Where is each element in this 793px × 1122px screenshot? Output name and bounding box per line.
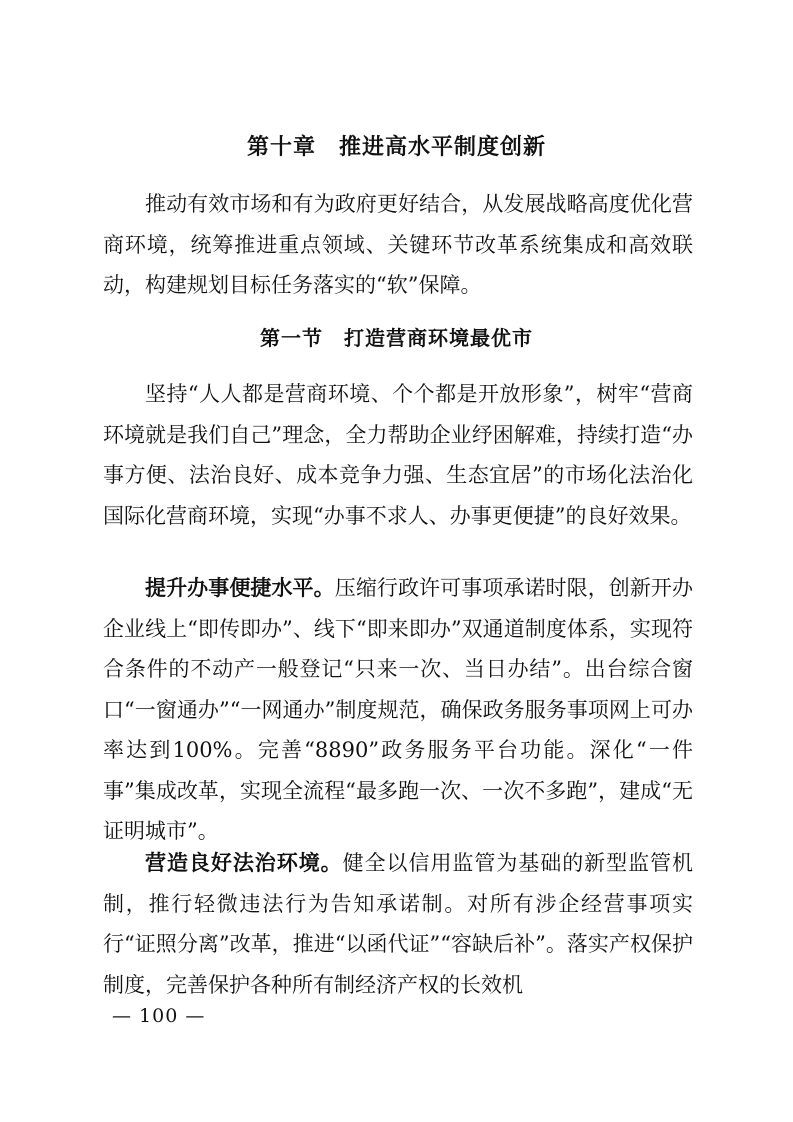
item-paragraph-rule-of-law bbox=[103, 843, 693, 1005]
item-lead-rule-of-law: 营造良好法治环境。 bbox=[145, 851, 343, 875]
item-text-convenience: 压缩行政许可事项承诺时限，创新开办企业线上“即传即办”、线下“即来即办”双通道制度体系，实现符合条件的不动产一般登记“只来一次、当日办结”。出台综合窗口“一窗通办”“一网通办”制度规范，确保政务服务事项网上可办率达到100%。完善“8890”政务服务平台功能。深化“一件事”集成改革，实现全流程“最多跑一次、一次不多跑”，建成“无证明城市”。 bbox=[103, 576, 694, 843]
section-title: 第一节 打造营商环境最优市 bbox=[260, 326, 533, 350]
chapter-title: 第十章 推进高水平制度创新 bbox=[246, 135, 546, 160]
chapter-intro-paragraph: 推动有效市场和有为政府更好结合，从发展战略高度优化营商环境，统筹推进重点领域、关键环节改革系统集成和高效联动，构建规划目标任务落实的“软”保障。 bbox=[103, 192, 693, 297]
item-paragraph-convenience bbox=[103, 568, 693, 852]
item-text-rule-of-law: 健全以信用监管为基础的新型监管机制，推行轻微违法行为告知承诺制。对所有涉企经营事项实行“证照分离”改革，推进“以函代证”“容缺后补”。落实产权保护制度，完善保护各种所有制经济产权的长效机 bbox=[103, 851, 693, 997]
item-lead-convenience: 提升办事便捷水平。 bbox=[145, 576, 335, 600]
page-number: — 100 — bbox=[112, 1005, 206, 1027]
section-intro-paragraph: 坚持“人人都是营商环境、个个都是开放形象”，树牢“营商环境就是我们自己”理念，全力帮助企业纾困解难，持续打造“办事方便、法治良好、成本竞争力强、生态宜居”的市场化法治化国际化营商环境，实现“办事不求人、办事更便捷”的良好效果。 bbox=[103, 382, 693, 528]
